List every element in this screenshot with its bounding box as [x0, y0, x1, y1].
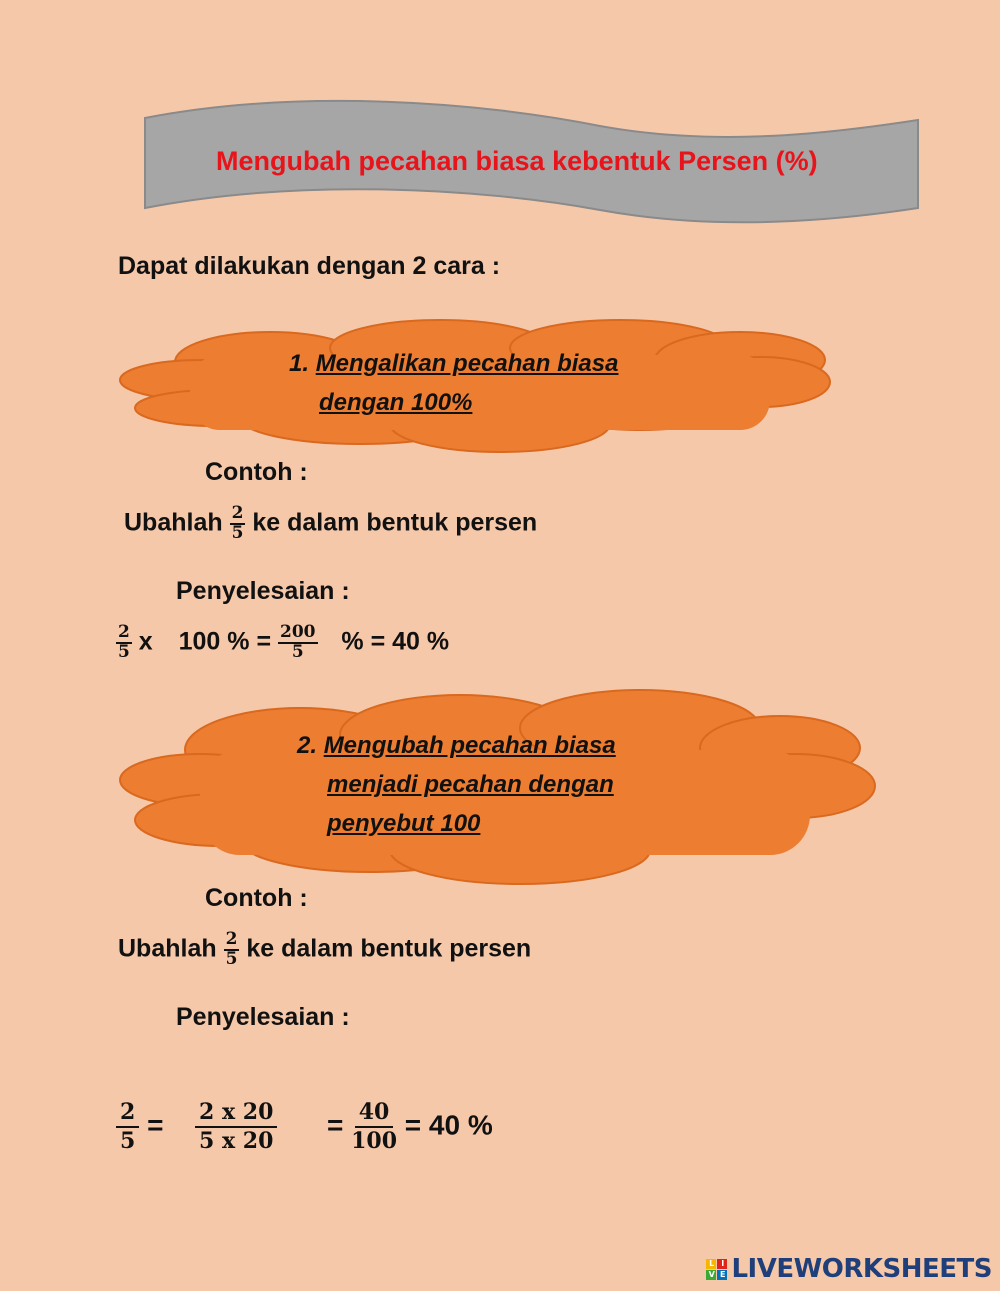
page-title: Mengubah pecahan biasa kebentuk Persen (%)	[216, 146, 818, 176]
method1-heading	[289, 344, 618, 422]
method2-question-suffix: ke dalam bentuk persen	[246, 934, 532, 963]
fraction-denominator: 5	[120, 1128, 136, 1155]
method1-equation	[116, 624, 449, 662]
method2-question-fraction	[224, 931, 240, 969]
fraction-denominator: 5	[231, 522, 244, 543]
method2-line2: menjadi pecahan dengan	[327, 771, 614, 798]
fraction-numerator: 2	[116, 1101, 139, 1128]
method2-question-prefix: Ubahlah	[118, 934, 217, 963]
equation-fraction-1	[116, 624, 132, 662]
method1-question-fraction	[230, 505, 246, 543]
method1-example-label: Contoh :	[205, 458, 308, 486]
method1-question	[124, 505, 537, 543]
method1-line1: Mengalikan pecahan biasa	[315, 350, 619, 377]
method2-heading	[297, 726, 616, 843]
fraction-numerator: 2 x 20	[195, 1101, 277, 1128]
equation-fraction-1	[116, 1101, 139, 1153]
method1-line2: dengan 100%	[319, 389, 473, 416]
equation-result: = 40 %	[404, 1109, 493, 1141]
fraction-denominator: 100	[351, 1128, 398, 1155]
equals-sign: =	[147, 1109, 164, 1141]
equals-sign: =	[326, 1109, 344, 1141]
equation-fraction-2	[195, 1101, 277, 1153]
fraction-denominator: 5 x 20	[199, 1128, 274, 1155]
title-banner	[0, 0, 1000, 240]
method1-question-suffix: ke dalam bentuk persen	[252, 508, 538, 537]
method2-question	[118, 931, 531, 969]
logo-text: LIVEWORKSHEETS	[731, 1254, 992, 1284]
equation-fraction-2	[278, 624, 318, 662]
method2-equation	[116, 1101, 493, 1153]
times-sign: x	[138, 627, 153, 656]
fraction-numerator: 40	[355, 1101, 394, 1128]
method2-solution-label: Penyelesaian :	[176, 1003, 350, 1031]
fraction-numerator: 2	[118, 622, 130, 642]
method2-number: 2.	[297, 732, 318, 759]
method1-solution-label: Penyelesaian :	[176, 577, 350, 605]
method2-line3: penyebut 100	[327, 810, 481, 837]
logo-icon: L I V E	[706, 1259, 727, 1280]
equation-result: = 40 %	[370, 627, 450, 656]
fraction-numerator: 200	[280, 622, 316, 642]
equation-percent: %	[341, 627, 364, 656]
method1-question-prefix: Ubahlah	[124, 508, 223, 537]
liveworksheets-logo	[706, 1254, 992, 1284]
fraction-denominator: 5	[225, 948, 238, 969]
intro-text: Dapat dilakukan dengan 2 cara :	[118, 252, 501, 280]
fraction-denominator: 5	[291, 641, 304, 662]
fraction-denominator: 5	[118, 641, 130, 662]
method2-line1: Mengubah pecahan biasa	[323, 732, 616, 759]
fraction-numerator: 2	[225, 929, 238, 949]
method1-number: 1.	[289, 350, 310, 377]
method2-example-label: Contoh :	[205, 884, 308, 912]
equation-fraction-3	[351, 1101, 397, 1153]
fraction-numerator: 2	[231, 503, 244, 523]
equation-factor: 100 % =	[178, 627, 272, 656]
